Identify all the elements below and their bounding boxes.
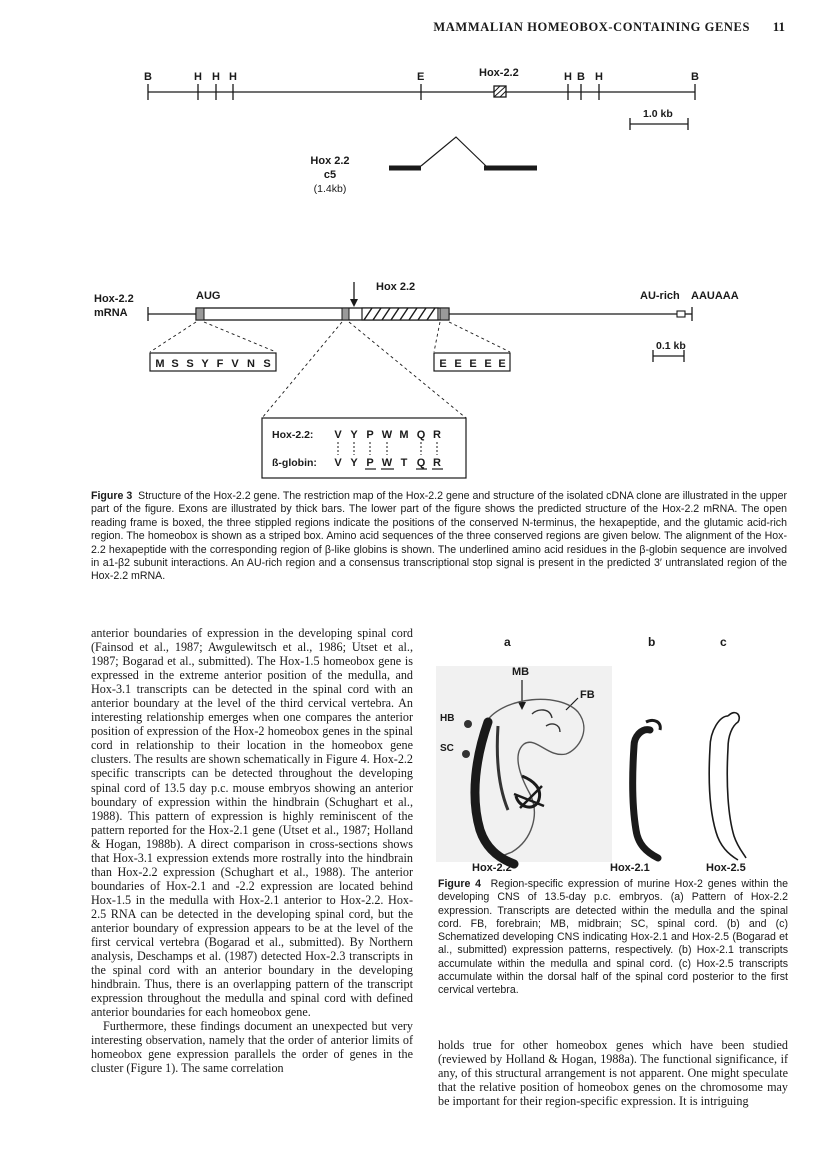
residue: V — [334, 457, 342, 469]
mrna-label: Hox-2.2 — [94, 293, 134, 305]
residue: V — [231, 358, 239, 370]
figure-3 — [0, 0, 816, 490]
mrna-diagram — [148, 282, 692, 362]
residue: S — [186, 358, 194, 370]
residue: F — [216, 358, 224, 370]
caption-label: Figure 4 — [438, 878, 482, 890]
homeobox-label: Hox 2.2 — [376, 281, 416, 293]
signal-label: AAUAAA — [691, 290, 739, 302]
mb-annotation: MB — [512, 666, 530, 678]
scale-label: 1.0 kb — [643, 108, 673, 120]
site-label: E — [417, 71, 425, 83]
body-column-right — [438, 1038, 788, 1108]
page-number: 11 — [772, 19, 785, 34]
cdna-clone — [389, 137, 537, 168]
gene-label: Hox-2.5 — [706, 862, 746, 872]
body-paragraph: anterior boundaries of expression in the developing spinal cord (Fainsod et al., 1987; Awgulewitsch et al., 1986; Utset et al., 1987; Bogarad et al., submitted). The Hox-1.5 homeobox gene is expressed in the extreme anterior position of the medulla, and Hox-3.1 transcripts can be detected in the spinal cord with an anterior boundary at the level of the third cervical vertebra. An interesting relationship emerges when one compares the anterior position of expression of the Hox-2 homeobox genes in the spinal cord in relationship to their location in the homeobox gene clusters. The results are shown schematically in Figure 4. Hox-2.2 specific transcripts can be detected throughout the developing spinal cord of 13.5 day p.c. mouse embryos showing an anterior boundary of expression within the hindbrain (Schughart et al., 1988). This pattern of expression is highly reminiscent of the pattern reported for the Hox-2.1 gene (Utset et al., 1987; Holland & Hogan, 1988b). A direct comparison in cross-sections shows that Hox-3.1 expression extends more rostrally into the hindbrain than Hox-2.2 expression (Schughart et al., 1988). The anterior boundaries of Hox-2.1 and -2.2 expression are located behind Hox-1.5 in the medulla with Hox-2.1 anterior to Hox-2.2. Hox-2.5 RNA can be detected in the developing spinal cord, but the anterior boundary of expression appears to be at the level of the first cervical vertebra (Bogarad et al., submitted). By Northern analysis, Deschamps et al. (1987) detected Hox-2.3 transcripts in the spinal cord with an anterior boundary in the developing hindbrain. Thus, there is an overlapping pattern of the transcript expression throughout the medulla and spinal cord with defined anterior boundaries for each homeobox gene. — [91, 626, 413, 1020]
gene-label: Hox-2.2 — [479, 67, 519, 79]
gene-label: Hox-2.1 — [610, 862, 650, 872]
residue: T — [400, 457, 408, 469]
clone-name: Hox 2.2 — [310, 155, 350, 167]
residue: E — [498, 358, 506, 370]
residue: R — [433, 429, 441, 441]
residue: V — [334, 429, 342, 441]
hexapeptide-region — [342, 308, 349, 320]
body-paragraph: holds true for other homeobox genes which have been studied (reviewed by Holland & Hogan, 1988a). The functional significance, if any, of this structural arrangement is not apparent. One might speculate that the relative position of homeobox genes on the chromosome may be important for their region-specific expression. It is intriguing — [438, 1038, 788, 1109]
residue: E — [439, 358, 447, 370]
residue: R — [433, 457, 441, 469]
glutamic-acid-region — [440, 308, 449, 320]
figure-4-caption — [438, 878, 788, 998]
alignment-row-label: Hox-2.2: — [272, 429, 314, 441]
hb-annotation: HB — [440, 713, 455, 724]
residue: P — [366, 429, 374, 441]
restriction-map — [148, 84, 695, 130]
site-label: H — [212, 71, 220, 83]
site-label: H — [194, 71, 202, 83]
residue: P — [366, 457, 374, 469]
residue: E — [484, 358, 492, 370]
residue: M — [399, 429, 409, 441]
body-paragraph: Furthermore, these findings document an unexpected but very interesting observation, namely that the order of anterior limits of homeobox gene expression parallels the order of genes in the cluster (Figure 1). The same correlation — [91, 1019, 413, 1076]
site-label: B — [691, 71, 699, 83]
body-column-left — [91, 626, 413, 1076]
n-terminus-sequence-box — [150, 353, 276, 371]
sc-annotation: SC — [440, 743, 454, 754]
caption-text: Structure of the Hox-2.2 gene. The restriction map of the Hox-2.2 gene and structure of the isolated cDNA clone are illustrated in the upper part of the figure. Exons are illustrated by thick bars. The lower part of the figure shows the predicted structure of the Hox-2.2 mRNA. The open reading frame is boxed, the three stippled regions indicate the positions of the conserved N-terminus, the hexapeptide, and the glutamic acid-rich region. The homeobox is shown as a striped box. Amino acid sequences of the three conserved regions are given below. The alignment of the Hox-2.2 hexapeptide with the corresponding region of β-like globins is shown. The underlined amino acid residues in the β-globin sequence are involved in a1-β2 subunit interactions. An AU-rich region and a consensus transcriptional stop signal is present in the predicted 3′ untranslated region of the Hox-2.2 mRNA. — [91, 490, 787, 583]
residue: Q — [416, 457, 426, 469]
site-label: B — [577, 71, 585, 83]
clone-size: (1.4kb) — [313, 183, 347, 195]
scale-label: 0.1 kb — [656, 340, 686, 352]
residue: Y — [350, 457, 358, 469]
gene-label: Hox-2.2 — [472, 862, 512, 872]
residue: W — [381, 457, 393, 469]
caption-text: Region-specific expression of murine Hox-2 genes within the developing CNS of 13.5-day p.c. embryos. (a) Pattern of Hox-2.2 expression. Transcripts are detected within the medulla and the spinal cord. FB, forebrain; MB, midbrain; SC, spinal cord. (b) and (c) Schematized developing CNS indicating Hox-2.1 and Hox-2.5 (Bogarad et al., submitted) expression patterns, respectively. (b) Hox-2.1 transcripts accumulate within the medulla and spinal cord. (c) Hox-2.5 transcripts accumulate within the dorsal half of the spinal cord posterior to the first cervical vertebra. — [438, 878, 788, 997]
residue: S — [171, 358, 179, 370]
site-label: H — [595, 71, 603, 83]
figure-4 — [428, 626, 790, 872]
panel-label: c — [720, 635, 727, 649]
residue: N — [247, 358, 255, 370]
aug-label: AUG — [196, 290, 221, 302]
au-rich-region — [677, 311, 685, 317]
site-label: H — [564, 71, 572, 83]
alignment-row-label: ß-globin: — [272, 457, 317, 469]
residue: Y — [201, 358, 209, 370]
n-terminus-region — [196, 308, 204, 320]
figure-3-caption — [91, 490, 787, 584]
panel-label: b — [648, 635, 656, 649]
residue: S — [263, 358, 271, 370]
fb-annotation: FB — [580, 689, 595, 701]
residue: E — [454, 358, 462, 370]
residue: Q — [416, 429, 426, 441]
caption-label: Figure 3 — [91, 490, 133, 502]
site-label: H — [229, 71, 237, 83]
residue: M — [155, 358, 165, 370]
site-label: B — [144, 71, 152, 83]
residue: E — [469, 358, 477, 370]
mrna-label: mRNA — [94, 307, 128, 319]
au-rich-label: AU-rich — [640, 290, 680, 302]
running-title: MAMMALIAN HOMEOBOX-CONTAINING GENES — [433, 20, 750, 34]
panel-label: a — [504, 635, 511, 649]
clone-id: c5 — [323, 169, 337, 181]
residue: Y — [350, 429, 358, 441]
residue: W — [381, 429, 393, 441]
